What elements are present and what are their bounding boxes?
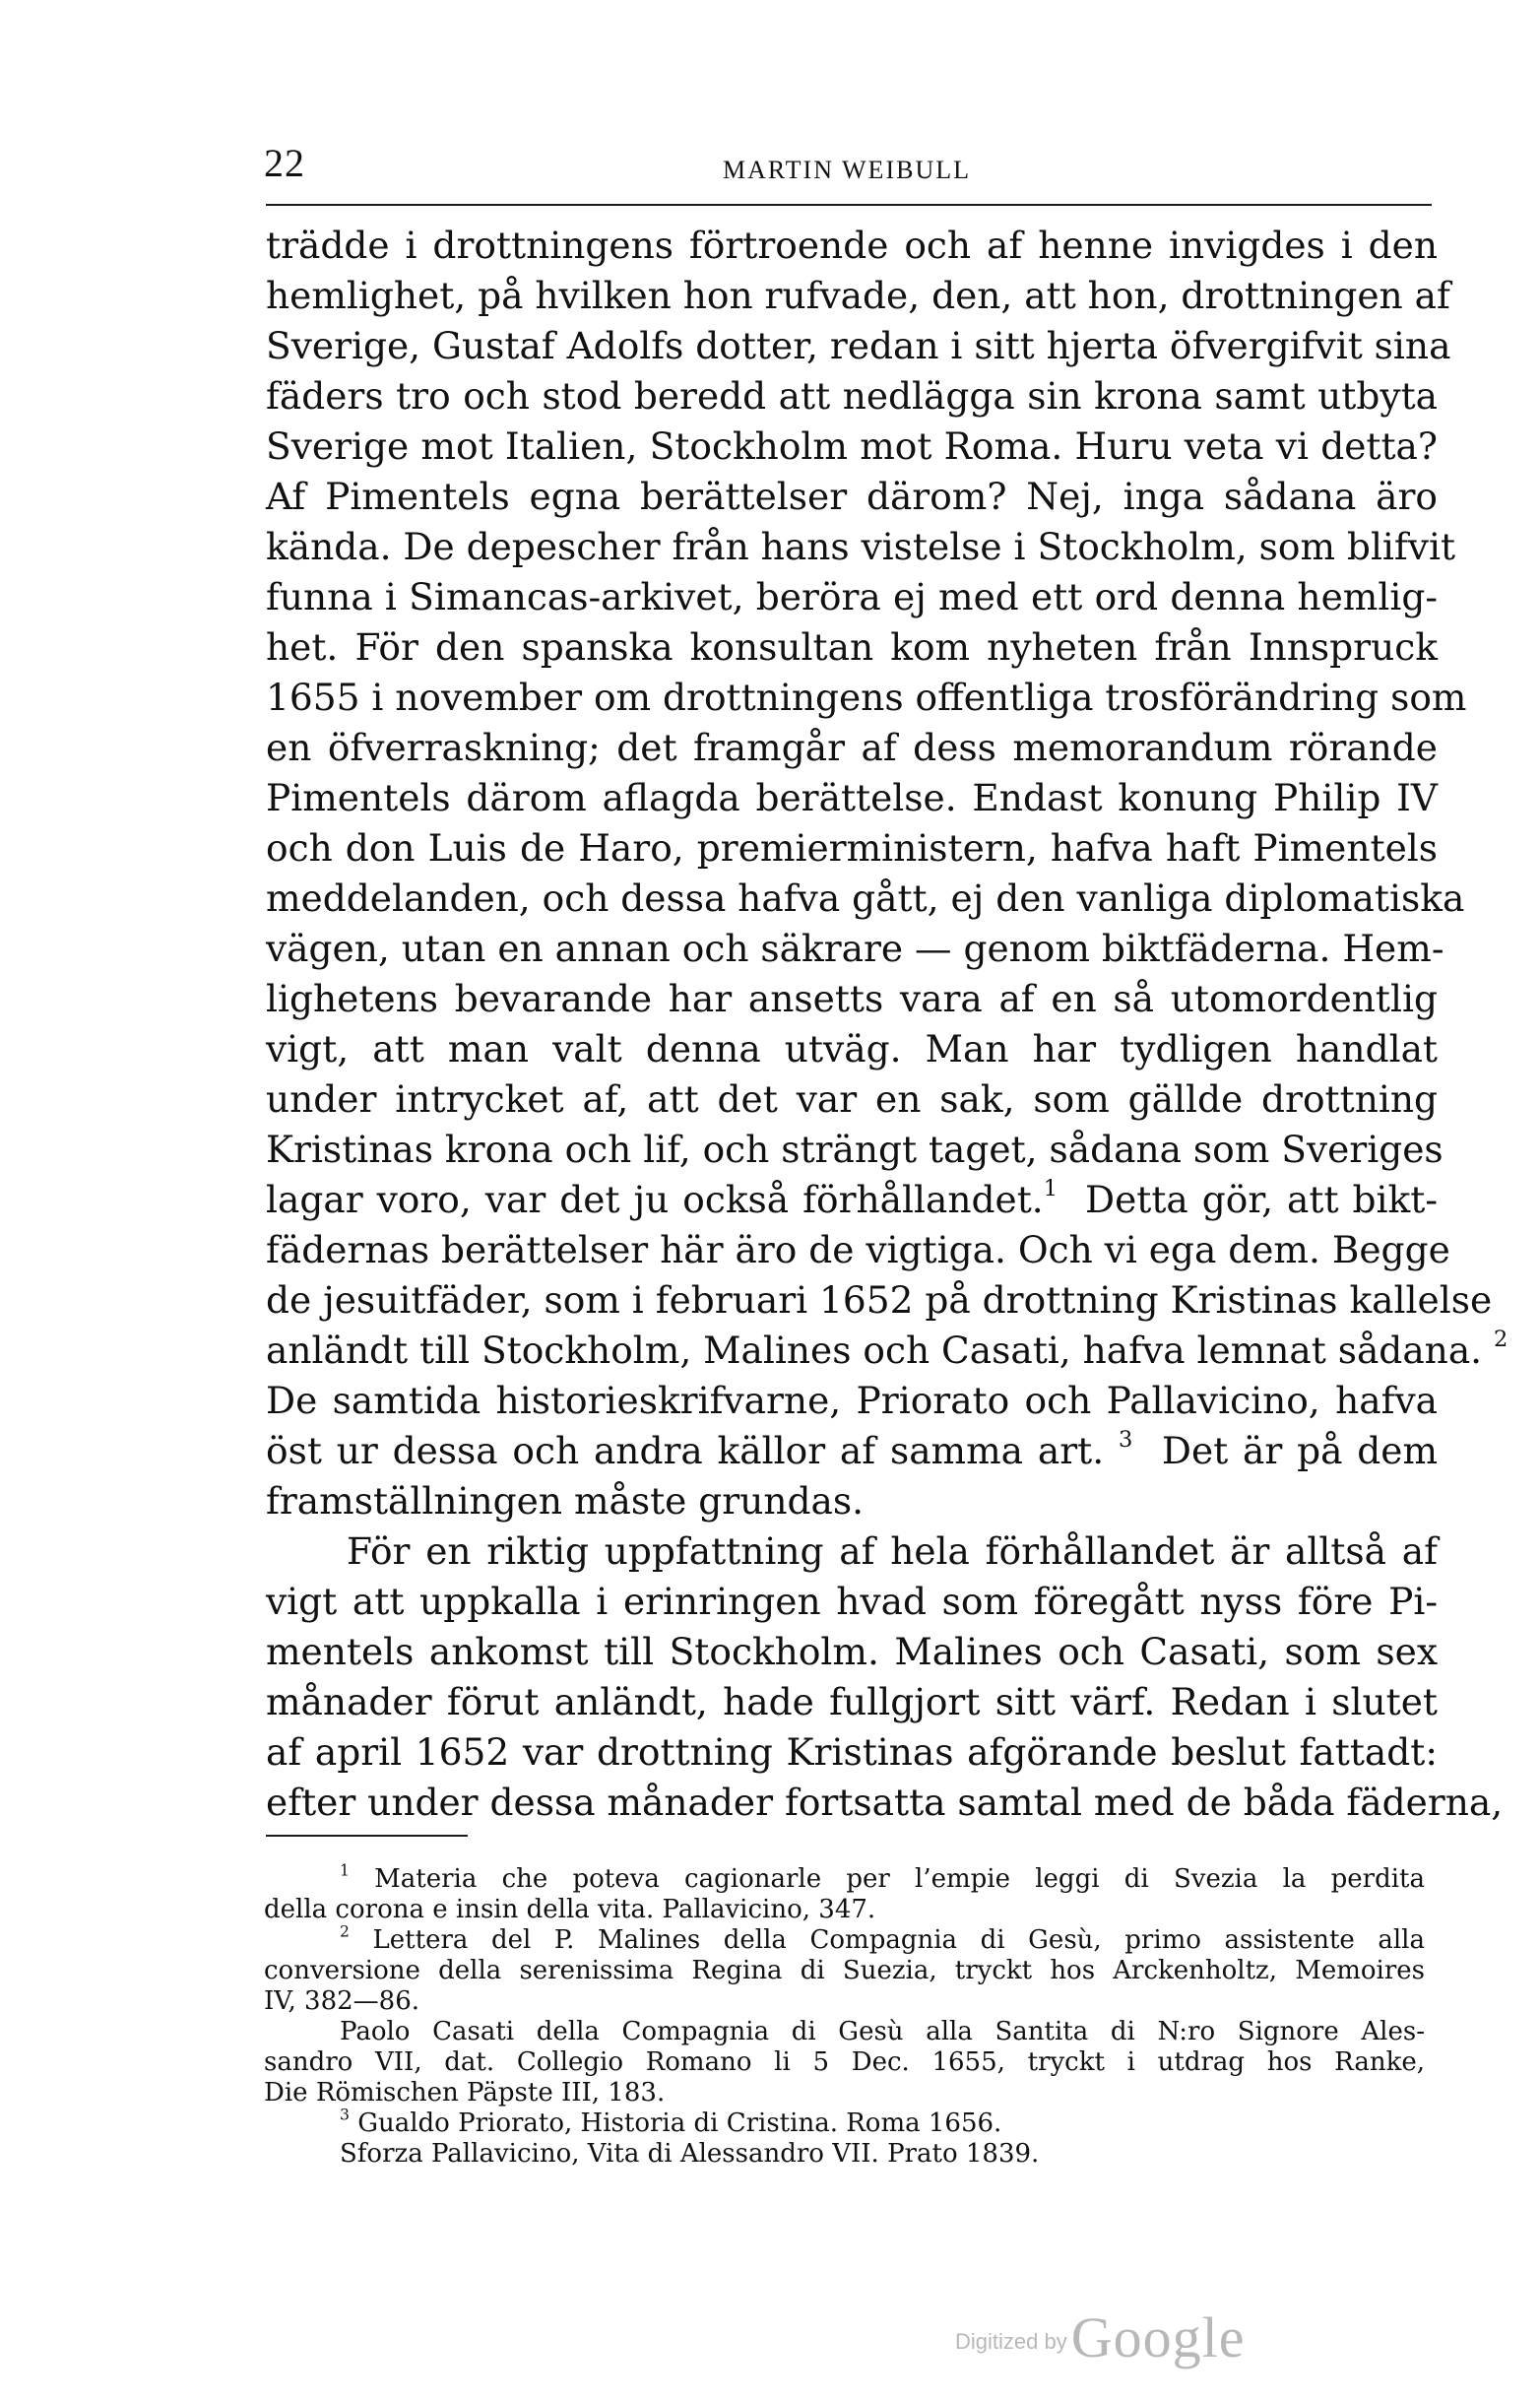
text-line: lighetens bevarande har ansetts vara af en så utomordentlig xyxy=(266,977,1438,1020)
text-fragment: Detta gör, att bikt- xyxy=(1085,1178,1438,1221)
text-line: vigt att uppkalla i erinringen hvad som föregått nyss före Pi- xyxy=(266,1580,1438,1623)
text-fragment: Gualdo Priorato, Historia di Cristina. Roma 1656. xyxy=(357,2108,1002,2138)
text-line: fädernas berättelser här äro de vigtiga. Och vi ega dem. Begge xyxy=(266,1228,1450,1271)
text-line: framställningen måste grundas. xyxy=(266,1479,865,1523)
footnote-line: IV, 382—86. xyxy=(264,1986,420,2016)
text-line: fäders tro och stod beredd att nedlägga sin krona samt utbyta xyxy=(266,374,1438,418)
text-line: För en riktig uppfattning af hela förhållandet är alltså af xyxy=(347,1529,1438,1573)
text-line: efter under dessa månader fortsatta samtal med de båda fäderna, xyxy=(266,1781,1504,1824)
text-line: Pimentels därom aflagda berättelse. Endast konung Philip IV xyxy=(266,776,1438,819)
text-line: och don Luis de Haro, premierministern, hafva haft Pimentels xyxy=(266,826,1438,870)
text-line: hemlighet, på hvilken hon rufvade, den, att hon, drottningen af xyxy=(266,274,1450,317)
running-head: MARTIN WEIBULL xyxy=(723,156,971,184)
footnote-line: Sforza Pallavicino, Vita di Alessandro VII. Prato 1839. xyxy=(340,2139,1040,2169)
text-line-with-note xyxy=(266,1175,1438,1225)
footnote-line: conversione della serenissima Regina di Suezia, tryckt hos Arckenholtz, Memoires xyxy=(264,1956,1425,1985)
note-reference: 3 xyxy=(1118,1427,1133,1454)
text-line: kända. De depescher från hans vistelse i Stockholm, som blifvit xyxy=(266,525,1456,568)
text-line: de jesuitfäder, som i februari 1652 på drottning Kristinas kallelse xyxy=(266,1278,1493,1322)
text-fragment: öst ur dessa och andra källor af samma art. xyxy=(266,1429,1105,1472)
text-fragment: anländt till Stockholm, Malines och Casati, hafva lemnat sådana. xyxy=(266,1329,1483,1372)
footnote-line xyxy=(340,2108,1425,2139)
footnote-marker: 1 xyxy=(340,1861,350,1880)
text-line-with-note xyxy=(266,1426,1438,1476)
text-line: meddelanden, och dessa hafva gått, ej den vanliga diplomatiska xyxy=(266,876,1465,920)
footnote-3 xyxy=(340,2108,1425,2170)
text-line: De samtida historieskrifvarne, Priorato och Pallavicino, hafva xyxy=(266,1379,1438,1422)
text-line: vägen, utan en annan och säkrare — genom biktfäderna. Hem- xyxy=(266,927,1444,970)
footnote-marker: 3 xyxy=(340,2106,350,2124)
footnote-2 xyxy=(264,1922,1425,2017)
text-fragment: lagar voro, var det ju också förhållandet. xyxy=(266,1178,1044,1221)
text-line: Sverige, Gustaf Adolfs dotter, redan i sitt hjerta öfvergifvit sina xyxy=(266,324,1451,367)
text-line: Af Pimentels egna berättelser därom? Nej, inga sådana äro xyxy=(266,475,1438,518)
footnote-line: Paolo Casati della Compagnia di Gesù alla Santita di N:ro Signore Ales- xyxy=(340,2017,1425,2046)
text-line-with-note xyxy=(266,1326,1508,1376)
body-text xyxy=(266,221,1508,1828)
footnote-line: della corona e insin della vita. Pallavicino, 347. xyxy=(264,1895,876,1924)
footnote-rule xyxy=(266,1835,468,1837)
footnote-marker: 2 xyxy=(340,1922,350,1941)
text-line: 1655 i november om drottningens offentliga trosförändring som xyxy=(266,676,1467,719)
text-line: en öfverraskning; det framgår af dess memorandum rörande xyxy=(266,726,1438,769)
google-logo: Google xyxy=(1070,2305,1246,2369)
text-line: vigt, att man valt denna utväg. Man har tydligen handlat xyxy=(266,1027,1438,1070)
footnote-1 xyxy=(264,1861,1425,1925)
page-number: 22 xyxy=(264,141,305,185)
text-line: af april 1652 var drottning Kristinas afgörande beslut fattadt: xyxy=(266,1730,1438,1774)
text-line: under intrycket af, att det var en sak, som gällde drottning xyxy=(266,1077,1438,1121)
text-fragment: Det är på dem xyxy=(1161,1429,1439,1472)
paragraph-2 xyxy=(266,1526,1504,1828)
paragraph-1 xyxy=(266,221,1508,1526)
text-line: månader förut anländt, hade fullgjort sitt värf. Redan i slutet xyxy=(266,1680,1438,1723)
text-fragment: Materia che poteva cagionarle per l’empie leggi di Svezia la perdita xyxy=(374,1864,1425,1894)
footnote-2-continued xyxy=(264,2017,1425,2108)
text-line: Kristinas krona och lif, och strängt taget, sådana som Sveriges xyxy=(266,1128,1444,1171)
text-fragment: Lettera del P. Malines della Compagnia di Gesù, primo assistente alla xyxy=(372,1925,1425,1955)
note-reference: 2 xyxy=(1494,1327,1508,1353)
footnote-line xyxy=(340,1922,1425,1956)
text-line: funna i Simancas-arkivet, beröra ej med ett ord denna hemlig- xyxy=(266,575,1438,618)
text-line: Sverige mot Italien, Stockholm mot Roma. Huru veta vi detta? xyxy=(266,424,1438,468)
footnote-line: Die Römischen Päpste III, 183. xyxy=(264,2078,666,2108)
header-rule xyxy=(266,204,1432,206)
text-line: het. För den spanska konsultan kom nyheten från Innspruck xyxy=(266,625,1438,669)
watermark-caption: Digitized by xyxy=(955,2329,1067,2354)
text-line: mentels ankomst till Stockholm. Malines och Casati, som sex xyxy=(266,1630,1438,1673)
text-line: trädde i drottningens förtroende och af henne invigdes i den xyxy=(266,224,1438,267)
footnote-line: sandro VII, dat. Collegio Romano li 5 Dec. 1655, tryckt i utdrag hos Ranke, xyxy=(264,2047,1425,2077)
footnotes xyxy=(264,1861,1425,2170)
note-reference: 1 xyxy=(1043,1176,1059,1202)
footnote-line xyxy=(340,1861,1425,1895)
digitization-watermark xyxy=(955,2304,1245,2370)
